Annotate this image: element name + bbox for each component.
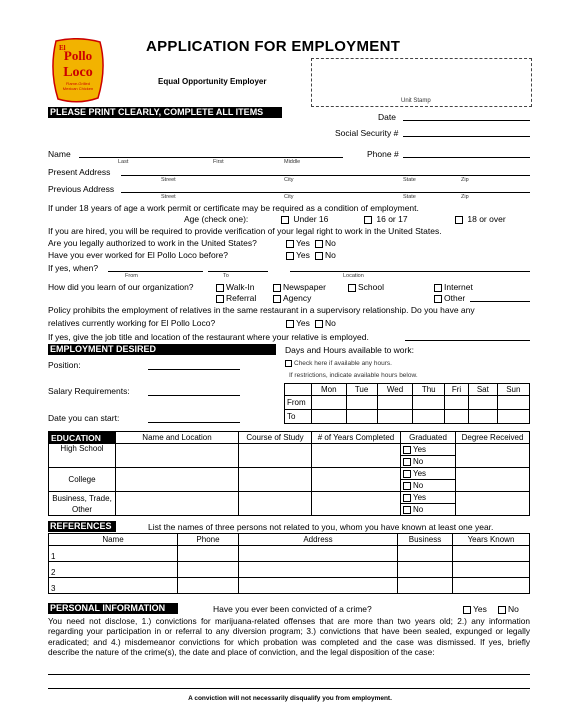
checkbox-icon[interactable] xyxy=(286,240,294,248)
checkbox-icon[interactable] xyxy=(286,252,294,260)
references-header-row xyxy=(49,534,530,546)
no-label: No xyxy=(325,238,336,248)
ref-row-2 xyxy=(49,562,530,578)
start-date-field[interactable] xyxy=(148,422,240,423)
present-sub-street: Street xyxy=(161,177,176,183)
previous-sub-state: State xyxy=(403,194,416,200)
yes-label: Yes xyxy=(473,604,487,614)
no-label: No xyxy=(413,481,424,490)
edu-grad-yes[interactable] xyxy=(401,468,456,480)
ref-header-years: Years Known xyxy=(453,534,530,546)
checkbox-icon[interactable] xyxy=(434,284,442,292)
ref-cell[interactable] xyxy=(178,578,239,594)
ref-cell[interactable] xyxy=(453,562,530,578)
ssn-field[interactable] xyxy=(403,136,530,137)
previous-address-field[interactable] xyxy=(121,192,530,193)
checkbox-icon[interactable] xyxy=(216,284,224,292)
from-cell[interactable] xyxy=(497,396,529,410)
checkbox-icon[interactable] xyxy=(498,606,506,614)
edu-cell[interactable] xyxy=(239,468,312,492)
edu-label-business: Business, Trade, Other xyxy=(49,492,116,516)
present-sub-city: City xyxy=(284,177,294,183)
when-label: If yes, when? xyxy=(48,263,99,273)
availability-corner xyxy=(285,384,312,396)
age-16-17-option[interactable] xyxy=(364,214,408,224)
crime-description-line-1[interactable] xyxy=(48,674,530,675)
yes-label: Yes xyxy=(296,318,310,328)
ref-cell[interactable] xyxy=(453,546,530,562)
salary-field[interactable] xyxy=(148,395,240,396)
authorized-question: Are you legally authorized to work in the United States? xyxy=(48,238,257,248)
days-hours-label: Days and Hours available to work: xyxy=(285,345,414,355)
checkbox-icon[interactable] xyxy=(403,494,411,502)
checkbox-icon[interactable] xyxy=(273,284,281,292)
edu-row-business xyxy=(49,492,530,504)
no-label: No xyxy=(413,457,424,466)
checkbox-icon[interactable] xyxy=(434,295,442,303)
employment-desired-bar: EMPLOYMENT DESIRED xyxy=(48,344,276,355)
checkbox-icon[interactable] xyxy=(286,320,294,328)
ref-cell[interactable] xyxy=(398,546,453,562)
hired-verification-text: If you are hired, you will be required to provide verification of your legal right to work in the United States. xyxy=(48,226,442,236)
age-label: Age (check one): xyxy=(184,214,249,224)
ref-number: 3 xyxy=(51,584,56,593)
agency-label: Agency xyxy=(283,293,312,303)
availability-to-row xyxy=(285,410,530,424)
age-16-17-label: 16 or 17 xyxy=(376,214,408,224)
day-wed: Wed xyxy=(377,384,413,396)
name-sub-first: First xyxy=(213,159,224,165)
age-18-over-option[interactable] xyxy=(455,214,506,224)
edu-cell[interactable] xyxy=(456,468,530,492)
check-any-hours[interactable] xyxy=(285,360,392,368)
footer-note: A conviction will not necessarily disqualify you from employment. xyxy=(188,695,392,702)
position-field[interactable] xyxy=(148,369,240,370)
availability-table xyxy=(284,383,530,424)
day-fri: Fri xyxy=(445,384,469,396)
unit-stamp-label: Unit Stamp xyxy=(401,98,431,104)
to-cell[interactable] xyxy=(469,410,498,424)
edu-grad-yes[interactable] xyxy=(401,444,456,456)
checkbox-icon[interactable] xyxy=(216,295,224,303)
to-cell[interactable] xyxy=(445,410,469,424)
other-label: Other xyxy=(444,293,466,303)
from-cell[interactable] xyxy=(469,396,498,410)
relatives-yes[interactable] xyxy=(286,318,310,328)
school-label: School xyxy=(358,282,384,292)
ref-header-address: Address xyxy=(239,534,398,546)
date-field[interactable] xyxy=(403,120,530,121)
authorized-yes[interactable] xyxy=(286,238,310,248)
edu-header-degree: Degree Received xyxy=(456,432,530,444)
present-address-label: Present Address xyxy=(48,167,111,177)
edu-label-high-school: High School xyxy=(49,444,116,468)
day-sun: Sun xyxy=(497,384,529,396)
no-label: No xyxy=(413,505,424,514)
edu-grad-no[interactable] xyxy=(401,480,456,492)
when-sub-to: To xyxy=(223,273,229,279)
convicted-yes[interactable] xyxy=(463,604,487,614)
when-to-field[interactable] xyxy=(208,271,268,272)
learn-walkin[interactable] xyxy=(216,282,255,292)
when-location-field[interactable] xyxy=(290,271,530,272)
ref-cell[interactable] xyxy=(398,562,453,578)
edu-cell[interactable] xyxy=(456,444,530,468)
worked-no[interactable] xyxy=(315,250,336,260)
internet-label: Internet xyxy=(444,282,473,292)
relatives-no[interactable] xyxy=(315,318,336,328)
ssn-label: Social Security # xyxy=(335,128,399,138)
ref-number: 1 xyxy=(51,552,56,561)
when-sub-from: From xyxy=(125,273,138,279)
checkbox-icon[interactable] xyxy=(315,252,323,260)
from-cell[interactable] xyxy=(445,396,469,410)
relative-job-field[interactable] xyxy=(405,340,530,341)
salary-label: Salary Requirements: xyxy=(48,386,130,396)
svg-text:Flame-Grilled: Flame-Grilled xyxy=(65,81,91,86)
checkbox-icon[interactable] xyxy=(403,470,411,478)
availability-header-row xyxy=(285,384,530,396)
ref-cell[interactable] xyxy=(453,578,530,594)
to-cell[interactable] xyxy=(377,410,413,424)
edu-cell[interactable] xyxy=(239,444,312,468)
el-pollo-loco-logo xyxy=(48,38,108,104)
when-from-field[interactable] xyxy=(108,271,203,272)
learn-other[interactable] xyxy=(434,293,465,303)
policy-text: Policy prohibits the employment of relatives in the same restaurant in a supervisory relationship. Do you have any xyxy=(48,305,475,315)
previous-sub-city: City xyxy=(284,194,294,200)
availability-from-row xyxy=(285,396,530,410)
edu-cell[interactable] xyxy=(456,492,530,516)
checkbox-icon[interactable] xyxy=(348,284,356,292)
checkbox-icon[interactable] xyxy=(403,482,411,490)
age-under16-label: Under 16 xyxy=(293,214,329,224)
name-sub-middle: Middle xyxy=(284,159,301,165)
relatives-question: relatives currently working for El Pollo Loco? xyxy=(48,318,216,328)
svg-text:El: El xyxy=(59,44,66,52)
under18-text: If under 18 years of age a work permit or certificate may be required as a condition of employment. xyxy=(48,203,419,213)
checkbox-icon[interactable] xyxy=(315,320,323,328)
from-cell[interactable] xyxy=(413,396,445,410)
worked-before-question: Have you ever worked for El Pollo Loco before? xyxy=(48,250,229,260)
edu-header-course: Course of Study xyxy=(239,432,312,444)
ref-name-1[interactable] xyxy=(49,546,178,562)
from-cell[interactable] xyxy=(346,396,377,410)
learn-internet[interactable] xyxy=(434,282,473,292)
day-tue: Tue xyxy=(346,384,377,396)
walkin-label: Walk-In xyxy=(226,282,255,292)
edu-cell[interactable] xyxy=(116,444,239,468)
check-any-label: Check here if available any hours. xyxy=(294,360,392,368)
learn-newspaper[interactable] xyxy=(273,282,326,292)
previous-address-label: Previous Address xyxy=(48,184,115,194)
ref-header-phone: Phone xyxy=(178,534,239,546)
relative-job-text: If yes, give the job title and location of the restaurant where your relative is employed. xyxy=(48,332,369,342)
checkbox-icon[interactable] xyxy=(285,360,292,367)
edu-header-name-location: Name and Location xyxy=(116,432,239,444)
yes-label: Yes xyxy=(413,469,427,478)
no-label: No xyxy=(508,604,519,614)
ref-header-business: Business xyxy=(398,534,453,546)
edu-header-graduated: Graduated xyxy=(401,432,456,444)
checkbox-icon[interactable] xyxy=(364,216,372,224)
no-label: No xyxy=(325,318,336,328)
to-cell[interactable] xyxy=(497,410,529,424)
to-label: To xyxy=(285,410,312,424)
svg-text:Mexican Chicken: Mexican Chicken xyxy=(62,86,94,91)
from-label: From xyxy=(285,396,312,410)
start-date-label: Date you can start: xyxy=(48,413,120,423)
no-label: No xyxy=(325,250,336,260)
edu-cell[interactable] xyxy=(116,468,239,492)
yes-label: Yes xyxy=(296,238,310,248)
day-thu: Thu xyxy=(413,384,445,396)
name-label: Name xyxy=(48,149,71,159)
learn-agency[interactable] xyxy=(273,293,311,303)
education-table xyxy=(48,431,530,516)
edu-cell[interactable] xyxy=(312,468,401,492)
ref-row-3 xyxy=(49,578,530,594)
yes-label: Yes xyxy=(413,493,427,502)
previous-sub-zip: Zip xyxy=(461,194,469,200)
checkbox-icon[interactable] xyxy=(273,295,281,303)
day-sat: Sat xyxy=(469,384,498,396)
from-cell[interactable] xyxy=(377,396,413,410)
phone-field[interactable] xyxy=(403,157,530,158)
newspaper-label: Newspaper xyxy=(283,282,326,292)
edu-row-college xyxy=(49,468,530,480)
age-under16-option[interactable] xyxy=(281,214,328,224)
referral-label: Referral xyxy=(226,293,257,303)
edu-cell[interactable] xyxy=(312,492,401,516)
to-cell[interactable] xyxy=(413,410,445,424)
ref-cell[interactable] xyxy=(239,562,398,578)
present-sub-zip: Zip xyxy=(461,177,469,183)
edu-grad-no[interactable] xyxy=(401,504,456,516)
day-mon: Mon xyxy=(312,384,347,396)
learn-school[interactable] xyxy=(348,282,384,292)
from-cell[interactable] xyxy=(312,396,347,410)
ref-cell[interactable] xyxy=(239,546,398,562)
disclosure-text: You need not disclose, 1.) convictions for marijuana-related offenses that are more than two years old; 2.) any information regarding your participation in or referral to any diversion program; 3.) convictions that have been sealed, expunged or legally eradicated; and 4.) misdemeanor convictions for which probation was completed and the case was dismissed. If yes, briefly describe the nature of the crime(s), the date and place of conviction, and the legal disposition of the case: xyxy=(48,616,530,658)
edu-grad-no[interactable] xyxy=(401,456,456,468)
checkbox-icon[interactable] xyxy=(463,606,471,614)
ref-cell[interactable] xyxy=(178,546,239,562)
personal-info-bar: PERSONAL INFORMATION xyxy=(48,603,178,614)
checkbox-icon[interactable] xyxy=(403,446,411,454)
edu-grad-yes[interactable] xyxy=(401,492,456,504)
present-sub-state: State xyxy=(403,177,416,183)
ref-header-name: Name xyxy=(49,534,178,546)
convicted-no[interactable] xyxy=(498,604,519,614)
yes-label: Yes xyxy=(296,250,310,260)
ref-number: 2 xyxy=(51,568,56,577)
restrictions-text: If restrictions, indicate available hours below. xyxy=(289,372,418,379)
form-title: APPLICATION FOR EMPLOYMENT xyxy=(146,38,401,55)
references-instruction: List the names of three persons not related to you, whom you have known at least one year. xyxy=(148,522,494,532)
convicted-question: Have you ever been convicted of a crime? xyxy=(213,604,372,614)
checkbox-icon[interactable] xyxy=(403,506,411,514)
edu-cell[interactable] xyxy=(116,492,239,516)
age-18-over-label: 18 or over xyxy=(467,214,506,224)
edu-cell[interactable] xyxy=(312,444,401,468)
checkbox-icon[interactable] xyxy=(403,458,411,466)
edu-cell[interactable] xyxy=(239,492,312,516)
learn-other-field[interactable] xyxy=(470,301,530,302)
ref-name-2[interactable] xyxy=(49,562,178,578)
to-cell[interactable] xyxy=(312,410,347,424)
ref-cell[interactable] xyxy=(239,578,398,594)
checkbox-icon[interactable] xyxy=(455,216,463,224)
date-label: Date xyxy=(378,112,396,122)
edu-header-years: # of Years Completed xyxy=(312,432,401,444)
name-field[interactable] xyxy=(79,157,343,158)
when-sub-location: Location xyxy=(343,273,364,279)
present-address-field[interactable] xyxy=(121,175,530,176)
ref-cell[interactable] xyxy=(178,562,239,578)
position-label: Position: xyxy=(48,360,81,370)
education-header-row xyxy=(49,432,530,444)
checkbox-icon[interactable] xyxy=(315,240,323,248)
checkbox-icon[interactable] xyxy=(281,216,289,224)
equal-opportunity-text: Equal Opportunity Employer xyxy=(158,77,267,86)
print-clearly-bar: PLEASE PRINT CLEARLY, COMPLETE ALL ITEMS xyxy=(48,107,282,118)
to-cell[interactable] xyxy=(346,410,377,424)
learn-referral[interactable] xyxy=(216,293,256,303)
svg-text:Pollo: Pollo xyxy=(63,48,93,63)
ref-cell[interactable] xyxy=(398,578,453,594)
ref-name-3[interactable] xyxy=(49,578,178,594)
previous-sub-street: Street xyxy=(161,194,176,200)
phone-label: Phone # xyxy=(367,149,399,159)
yes-label: Yes xyxy=(413,445,427,454)
ref-row-1 xyxy=(49,546,530,562)
authorized-no[interactable] xyxy=(315,238,336,248)
name-sub-last: Last xyxy=(118,159,129,165)
worked-yes[interactable] xyxy=(286,250,310,260)
svg-text:Loco: Loco xyxy=(63,65,93,80)
edu-label-college: College xyxy=(49,468,116,492)
edu-row-high-school xyxy=(49,444,530,456)
references-bar: REFERENCES xyxy=(48,521,116,532)
crime-description-line-2[interactable] xyxy=(48,688,530,689)
education-bar: EDUCATION xyxy=(49,432,116,444)
learn-question: How did you learn of our organization? xyxy=(48,282,194,292)
references-table xyxy=(48,533,530,594)
